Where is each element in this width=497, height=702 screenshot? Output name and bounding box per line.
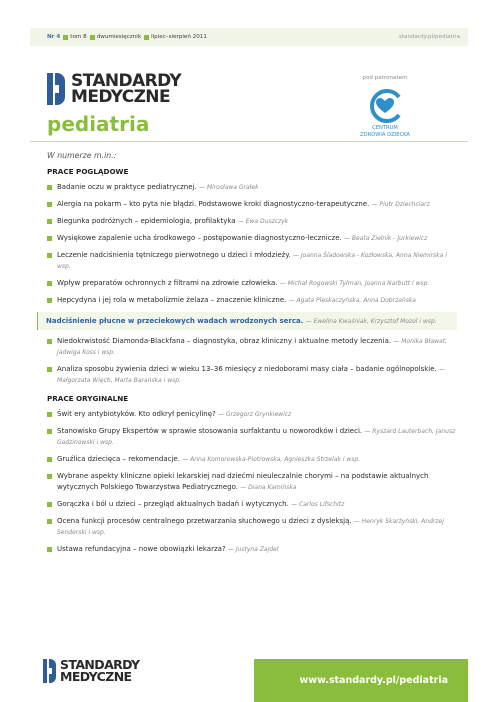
article-item	[47, 336, 457, 358]
article-item	[47, 364, 457, 386]
section-title: PRACE ORYGINALNE	[47, 394, 129, 403]
article-item	[47, 295, 457, 306]
logo-line-1: STANDARDY	[71, 71, 182, 91]
article-title: Ocena funkcji procesów centralnego przetwarzania słuchowego u dzieci z dysleksją.	[57, 517, 352, 525]
article-title: Niedokrwistość Diamonda-Blackfana – diagnostyka, obraz kliniczny i aktualne metody leczenia.	[57, 337, 392, 345]
article-item	[47, 454, 457, 465]
patron-org-line-2: ZDROWIA DZIECKA	[360, 132, 410, 138]
article-authors: — Henryk Skarżyński, Andrzej Senderski i wsp.	[57, 518, 444, 536]
issue-meta	[47, 34, 207, 40]
bullet-square-icon	[47, 367, 52, 372]
article-item	[47, 182, 457, 193]
bullet-square-icon	[47, 457, 52, 462]
logo-mark-icon	[47, 73, 65, 105]
logo-mark-icon	[43, 659, 56, 683]
header-url[interactable]: standardy.pl/pediatria	[398, 34, 460, 40]
article-authors: — Michał Rogowski Tylman, Joanna Narbutt i wsp.	[279, 280, 430, 287]
article-authors: — Monika Bławat, Jadwiga Koss i wsp.	[57, 338, 447, 356]
logo-text	[71, 73, 181, 105]
issue-info-bar	[30, 28, 468, 46]
article-title: Wybrane aspekty kliniczne opieki lekarskiej nad dziećmi nieuleczalnie chorymi – na podstawie aktualnych wytycznych Polskiego Towarzystwa Pediatrycznego.	[57, 472, 429, 491]
bullet-square-icon	[47, 219, 52, 224]
journal-name: pediatria	[47, 112, 150, 136]
logo-line-2: MEDYCZNE	[71, 87, 170, 107]
footer-url[interactable]: www.standardy.pl/pediatria	[299, 675, 448, 686]
article-authors: — Anna Komorowska-Piotrowska, Agnieszka Strzelak i wsp.	[182, 456, 361, 463]
article-authors: — Justyna Zajdel	[227, 546, 279, 553]
frequency: dwumiesięcznik	[96, 34, 142, 40]
footer-logo-line-1: STANDARDY	[60, 657, 140, 672]
article-title: Hepcydyna i jej rola w metabolizmie żelaza – znaczenie kliniczne.	[57, 296, 287, 304]
intro-text: W numerze m.in.:	[47, 151, 117, 160]
header-divider	[30, 141, 468, 142]
article-item	[47, 278, 457, 289]
article-authors: — Beata Zielnik - Jurkiewicz	[343, 235, 428, 242]
bullet-square-icon	[47, 412, 52, 417]
article-authors: — Ewa Duszczyk	[237, 218, 289, 225]
bullet-square-icon	[47, 519, 52, 524]
featured-article	[37, 312, 457, 330]
period: lipiec–sierpień 2011	[151, 34, 207, 40]
article-title: Świt ery antybiotyków. Kto odkrył penicylinę?	[57, 410, 216, 418]
bullet-square-icon	[47, 253, 52, 258]
article-authors: — Mirosława Grałek	[198, 184, 259, 191]
bullet-square-icon	[47, 547, 52, 552]
patronage-block	[350, 75, 420, 139]
bullet-square-icon	[47, 236, 52, 241]
bullet-square-icon	[144, 35, 149, 40]
article-title: Nadciśnienie płucne w przeciekowych wadach wrodzonych serca.	[46, 317, 304, 325]
article-title: Gruźlica dziecięca – rekomendacje.	[57, 455, 180, 463]
article-title: Ustawa refundacyjna – nowe obowiązki lekarza?	[57, 545, 226, 553]
article-authors: — Ryszard Lauterbach, Janusz Gadzinowski i wsp.	[57, 428, 456, 446]
footer-logo	[43, 659, 140, 683]
article-item	[47, 516, 457, 538]
contents-list	[47, 167, 457, 561]
article-item	[47, 199, 457, 210]
standardy-medyczne-logo	[47, 73, 181, 105]
issue-number: Nr 4	[47, 34, 61, 40]
bullet-square-icon	[47, 281, 52, 286]
article-title: Biegunka podróżnych – epidemiologia, profilaktyka	[57, 217, 236, 225]
footer-url-banner[interactable]	[254, 659, 468, 702]
bullet-square-icon	[47, 339, 52, 344]
article-title: Wysiękowe zapalenie ucha środkowego – postępowanie diagnostyczno-lecznicze.	[57, 234, 342, 242]
article-authors: — Diana Kamińska	[240, 484, 297, 491]
patron-label: pod patronatem	[362, 75, 408, 81]
article-authors: — Carlos Lifschitz	[291, 501, 345, 508]
article-item	[47, 426, 457, 448]
section-title: PRACE POGLĄDOWE	[47, 167, 129, 176]
volume: tom 8	[70, 34, 87, 40]
article-title: Analiza sposobu żywienia dzieci w wieku 13–36 miesięcy z niedoborami masy ciała – badanie ogólnopolskie.	[57, 365, 437, 373]
patron-org-line-1: CENTRUM	[372, 125, 398, 131]
patron-org	[350, 125, 420, 139]
article-title: Wpływ preparatów ochronnych z filtrami na zdrowie człowieka.	[57, 279, 278, 287]
bullet-square-icon	[90, 35, 95, 40]
footer-logo-text	[60, 659, 140, 683]
article-item	[47, 216, 457, 227]
article-authors: — Agata Pleskaczyńska, Anna Dobrzańska	[288, 297, 416, 304]
article-item	[47, 499, 457, 510]
article-authors: — Joanna Śladowska - Kozłowska, Anna Niemirska i wsp.	[57, 252, 447, 270]
bullet-square-icon	[47, 298, 52, 303]
article-authors: — Grzegorz Grynkiewicz	[218, 411, 292, 418]
article-authors: — Ewelina Kwaśniak, Krzysztof Mozol i wsp.	[305, 318, 437, 325]
article-authors: — Piotr Dziechciarz	[371, 201, 430, 208]
article-title: Leczenie nadciśnienia tętniczego pierwotnego u dzieci i młodzieży.	[57, 251, 291, 259]
bullet-square-icon	[63, 35, 68, 40]
czd-heart-logo-icon	[366, 89, 404, 123]
bullet-square-icon	[47, 202, 52, 207]
article-title: Stanowisko Grupy Ekspertów w sprawie stosowania surfaktantu u noworodków i dzieci.	[57, 427, 363, 435]
article-title: Alergia na pokarm – kto pyta nie błądzi. Podstawowe kroki diagnostyczno-terapeutyczne.	[57, 200, 370, 208]
article-item	[47, 233, 457, 244]
bullet-square-icon	[47, 185, 52, 190]
bullet-square-icon	[47, 429, 52, 434]
article-item	[47, 409, 457, 420]
article-title: Gorączka i ból u dzieci – przegląd aktualnych badań i wytycznych.	[57, 500, 289, 508]
bullet-square-icon	[47, 502, 52, 507]
bullet-square-icon	[47, 474, 52, 479]
article-authors: — Małgorzata Więch, Marta Barańska i wsp.	[57, 366, 445, 384]
footer-logo-line-2: MEDYCZNE	[60, 669, 132, 684]
article-item	[47, 250, 457, 272]
article-item	[47, 471, 457, 493]
article-title: Badanie oczu w praktyce pediatrycznej.	[57, 183, 197, 191]
article-item	[47, 544, 457, 555]
